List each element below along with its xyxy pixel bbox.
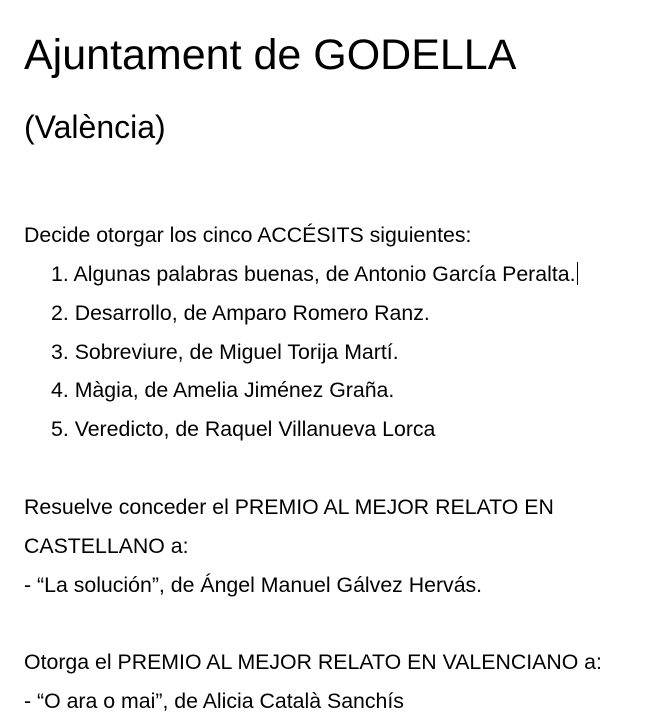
list-item-number: 1.: [51, 262, 69, 286]
list-item: [51, 376, 394, 404]
premio-valenciano-winner: - “O ara o mai”, de Alicia Català Sanchís: [24, 689, 404, 713]
accesits-intro: Decide otorgar los cinco ACCÉSITS siguientes:: [24, 223, 472, 247]
text-cursor: [577, 262, 578, 285]
premio-castellano-winner: - “La solución”, de Ángel Manuel Gálvez Hervás.: [24, 573, 483, 597]
list-item-number: 4.: [51, 378, 69, 402]
list-item-text: Desarrollo, de Amparo Romero Ranz.: [74, 301, 430, 325]
document-subtitle: (València): [24, 109, 166, 145]
premio-castellano-intro-continued: CASTELLANO a:: [24, 534, 189, 558]
list-item: [51, 260, 578, 288]
list-item-number: 2.: [51, 301, 69, 325]
premio-valenciano-intro: Otorga el PREMIO AL MEJOR RELATO EN VALENCIANO a:: [24, 650, 602, 674]
list-item: [51, 338, 399, 366]
list-item: [51, 299, 430, 327]
list-item: [51, 415, 435, 443]
premio-castellano-intro: Resuelve conceder el PREMIO AL MEJOR RELATO EN: [24, 495, 554, 519]
list-item-text: Algunas palabras buenas, de Antonio García Peralta.: [73, 262, 576, 286]
list-item-text: Veredicto, de Raquel Villanueva Lorca: [74, 417, 436, 441]
list-item-text: Màgia, de Amelia Jiménez Graña.: [74, 378, 395, 402]
list-item-number: 5.: [51, 417, 69, 441]
list-item-number: 3.: [51, 340, 69, 364]
document-title: Ajuntament de GODELLA: [24, 31, 517, 79]
list-item-text: Sobreviure, de Miguel Torija Martí.: [74, 340, 399, 364]
